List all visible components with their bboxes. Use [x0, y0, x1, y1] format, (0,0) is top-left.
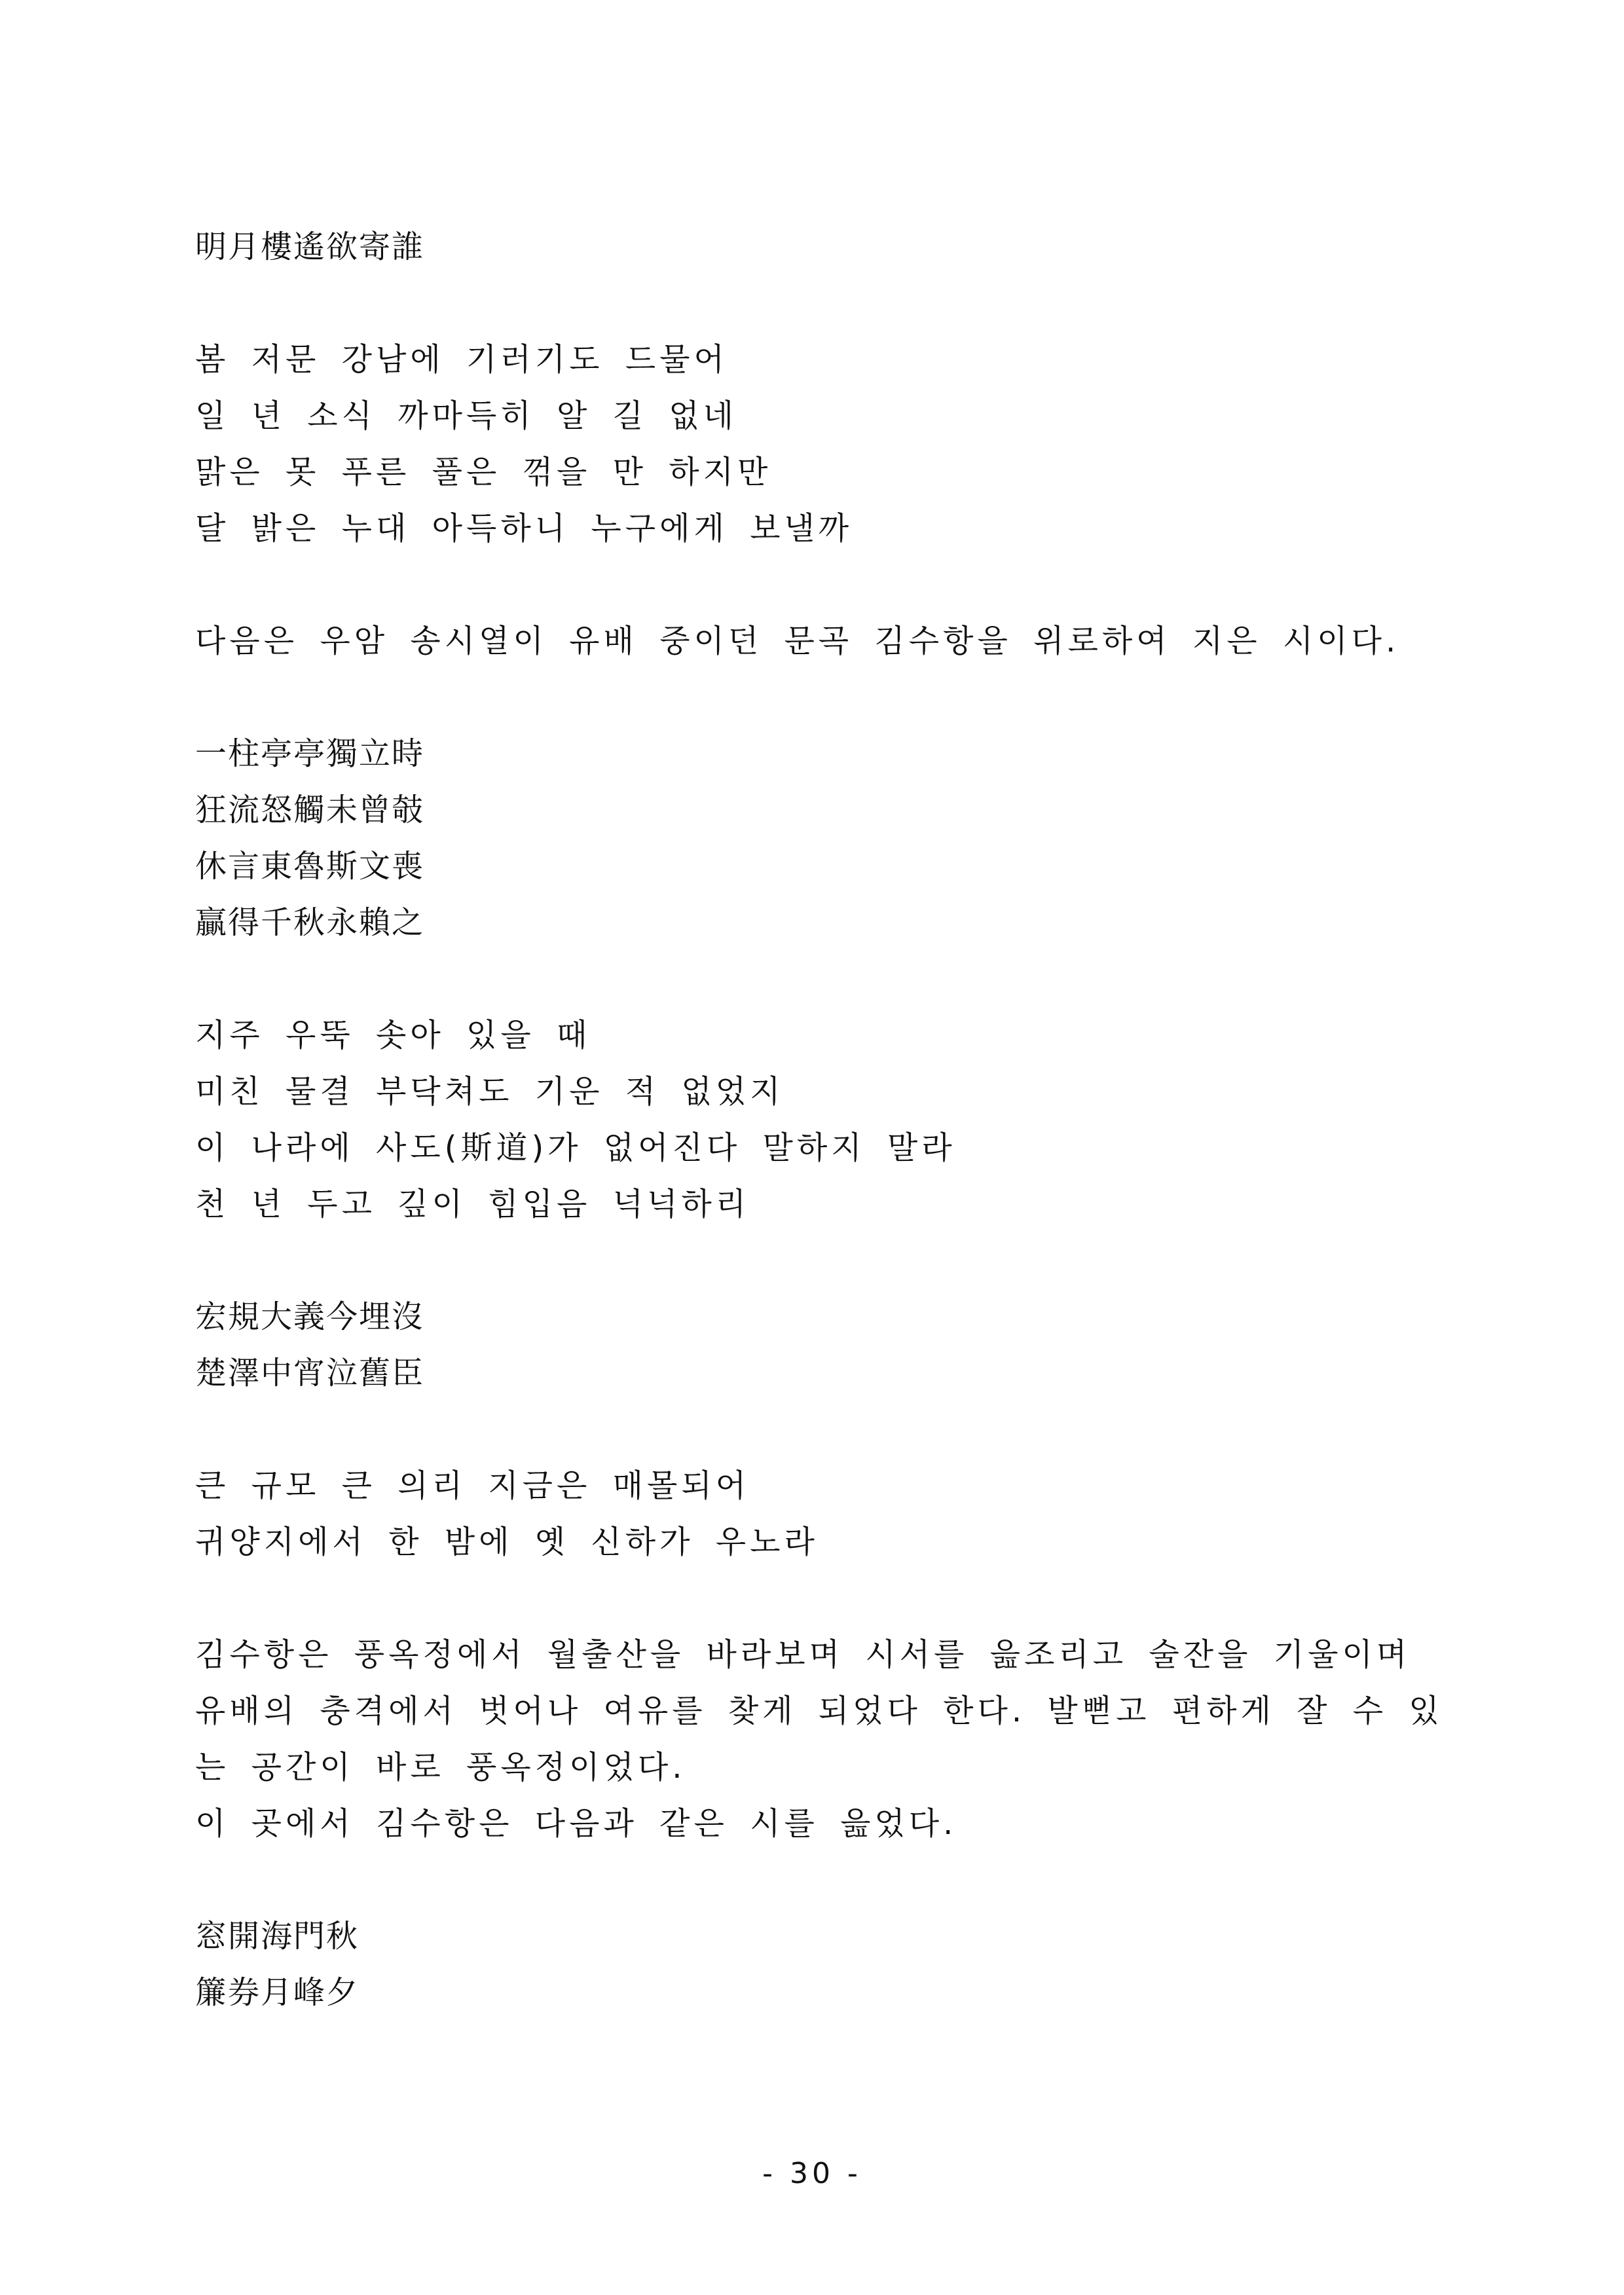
poem-hanja-line: 簾券月峰夕	[195, 1974, 360, 2011]
poem-korean-line: 달 밝은 누대 아득하니 누구에게 보낼까	[195, 510, 853, 547]
poem-hanja-line: 休言東魯斯文喪	[195, 848, 425, 885]
paragraph-line: 김수항은 풍옥정에서 월출산을 바라보며 시서를 읊조리고 술잔을 기울이며	[195, 1636, 1411, 1673]
stanza-gap	[195, 1570, 1446, 1626]
paragraph-line: 이 곳에서 김수항은 다음과 같은 시를 읊었다.	[195, 1805, 957, 1842]
stanza-gap	[195, 275, 1446, 331]
poem-hanja-line: 楚澤中宵泣舊臣	[195, 1355, 425, 1391]
poem-korean-line: 지주 우뚝 솟아 있을 때	[195, 1017, 591, 1054]
poem-korean-line: 이 나라에 사도(斯道)가 없어진다 말하지 말라	[195, 1129, 956, 1166]
stanza-gap	[195, 669, 1446, 725]
poem-korean-line: 맑은 못 푸른 풀은 꺾을 만 하지만	[195, 454, 772, 490]
stanza-gap	[195, 1401, 1446, 1458]
stanza-gap	[195, 1852, 1446, 1908]
intro-sentence: 다음은 우암 송시열이 유배 중이던 문곡 김수항을 위로하여 지은 시이다.	[195, 623, 1400, 659]
stanza-gap	[195, 951, 1446, 1007]
poem-korean-line: 일 년 소식 까마득히 알 길 없네	[195, 397, 737, 434]
page-number: - 30 -	[762, 2157, 862, 2190]
paragraph-line: 유배의 충격에서 벗어나 여유를 찾게 되었다 한다. 발뻗고 편하게 잘 수 있	[195, 1693, 1443, 1729]
poem-korean-line: 미친 물결 부닥쳐도 기운 적 없었지	[195, 1073, 784, 1110]
poem-korean-line: 큰 규모 큰 의리 지금은 매몰되어	[195, 1467, 750, 1504]
paragraph-line: 는 공간이 바로 풍옥정이었다.	[195, 1749, 686, 1786]
stanza-gap	[195, 557, 1446, 613]
poem-hanja-line: 一柱亭亭獨立時	[195, 735, 425, 772]
poem-hanja-line: 明月樓遙欲寄誰	[195, 229, 425, 265]
poem-hanja-line: 贏得千秋永賴之	[195, 904, 425, 941]
poem-hanja-line: 宏規大義今埋沒	[195, 1298, 425, 1335]
page-body	[195, 219, 1446, 2021]
poem-korean-line: 귀양지에서 한 밤에 옛 신하가 우노라	[195, 1524, 819, 1560]
poem-korean-line: 천 년 두고 깊이 힘입음 넉넉하리	[195, 1186, 750, 1222]
stanza-gap	[195, 1232, 1446, 1289]
poem-hanja-line: 狂流怒觸未曾攲	[195, 792, 425, 828]
poem-hanja-line: 窓開海門秋	[195, 1918, 360, 1955]
poem-korean-line: 봄 저문 강남에 기러기도 드물어	[195, 341, 728, 378]
